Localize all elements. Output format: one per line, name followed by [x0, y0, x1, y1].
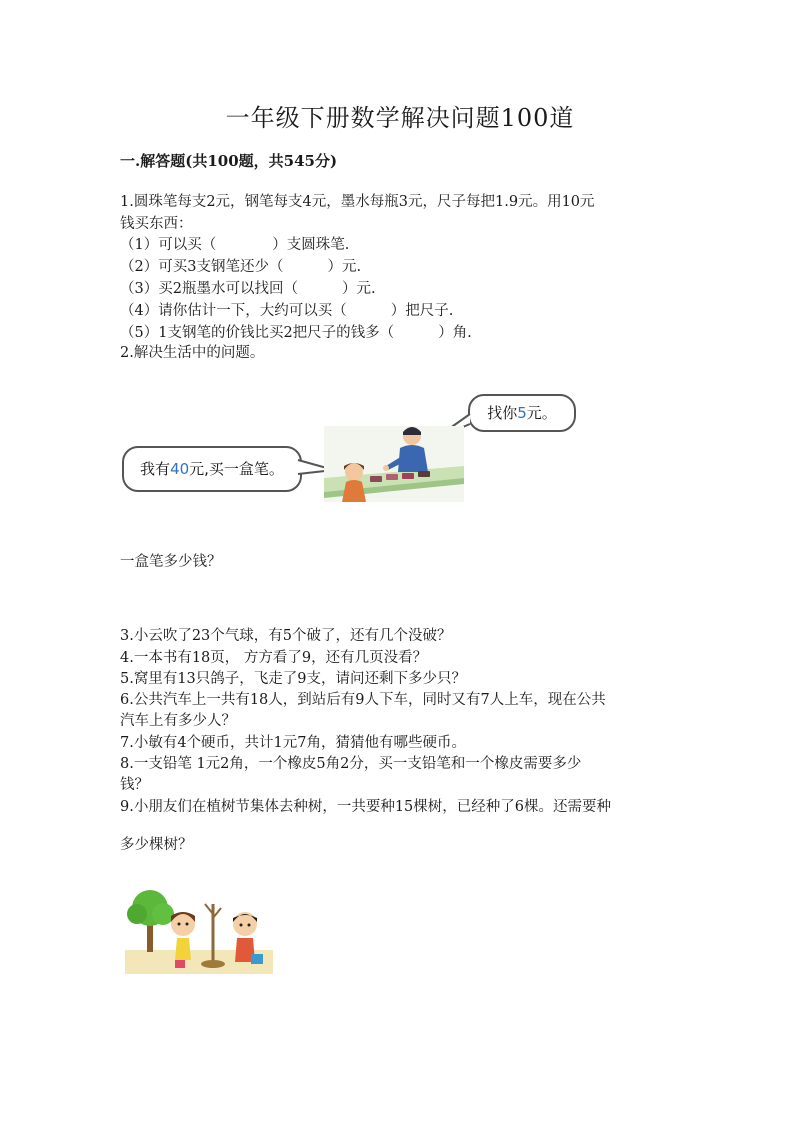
question-1-line-1: 1.圆珠笔每支2元，钢笔每支4元，墨水每瓶3元，尺子每把1.9元。用10元 — [120, 194, 595, 210]
question-1-sub-2 — [120, 255, 361, 276]
tree-trunk — [147, 922, 153, 952]
speech-bubble-right — [468, 394, 576, 432]
bubble-text: 找你 — [487, 404, 518, 422]
question-7: 7.小敏有4个硬币，共计1元7角，猜猜他有哪些硬币。 — [120, 735, 467, 751]
text: （1）可以买（ — [120, 237, 217, 253]
question-8-line-2: 钱？ — [120, 777, 149, 793]
eye — [240, 924, 243, 927]
shop-counter-illustration — [324, 426, 464, 502]
question-1-sub-4 — [120, 299, 453, 320]
question-1-sub-5 — [120, 321, 472, 342]
pencil-box-icon — [402, 473, 414, 479]
pencil-box-icon — [418, 471, 430, 477]
question-6-line-2: 汽车上有多少人？ — [120, 713, 236, 729]
tree-crown — [127, 904, 147, 924]
bubble-number: 40 — [170, 460, 190, 478]
bucket-icon — [175, 960, 185, 968]
text: ）把尺子. — [390, 303, 454, 319]
boy-head — [233, 912, 257, 936]
section-heading: 一.解答题(共100题，共545分) — [120, 152, 338, 170]
question-1-sub-3 — [120, 277, 376, 298]
question-5: 5.窝里有13只鸽子，飞走了9支，请问还剩下多少只？ — [120, 671, 467, 687]
text: ）支圆珠笔. — [272, 237, 350, 253]
text: ）元. — [327, 259, 362, 275]
bubble-text: 我有 — [140, 460, 171, 478]
bubble-text: 元,买一盒笔。 — [189, 460, 284, 478]
text: ）元. — [341, 281, 376, 297]
text: （3）买2瓶墨水可以找回（ — [120, 281, 298, 297]
question-1-sub-1 — [120, 233, 349, 254]
text: （5）1支钢笔的价钱比买2把尺子的钱多（ — [120, 325, 395, 341]
bubble-text: 元。 — [526, 404, 557, 422]
question-9-line-1: 9.小朋友们在植树节集体去种树，一共要种15棵树，已经种了6棵。还需要种 — [120, 799, 612, 815]
tree-planting-illustration — [125, 884, 273, 974]
question-6-line-1: 6.公共汽车上一共有18人，到站后有9人下车，同时又有7人上车，现在公共 — [120, 692, 606, 708]
page-title: 一年级下册数学解决问题100道 — [225, 104, 575, 132]
text: ）角. — [438, 325, 472, 341]
eye — [248, 924, 251, 927]
eye — [186, 923, 189, 926]
question-8-line-1: 8.一支铅笔 1元2角，一个橡皮5角2分，买一支铅笔和一个橡皮需要多少 — [120, 756, 582, 772]
question-4: 4.一本书有18页， 方方看了9，还有几页没看？ — [120, 650, 428, 666]
bubble-number: 5 — [517, 404, 527, 422]
question-2: 2.解决生活中的问题。 — [120, 345, 265, 361]
text: （4）请你估计一下，大约可以买（ — [120, 303, 347, 319]
soil-mound — [201, 960, 225, 968]
eye — [178, 923, 181, 926]
question-2-ask: 一盒笔多少钱？ — [120, 554, 222, 570]
girl-body — [175, 938, 191, 960]
text: （2）可买3支钢笔还少（ — [120, 259, 284, 275]
speech-bubble-left — [122, 446, 302, 492]
shopkeeper-hand — [383, 465, 389, 471]
tree-crown — [152, 903, 174, 925]
question-9-line-2: 多少棵树？ — [120, 837, 193, 853]
question-1-line-2: 钱买东西： — [120, 216, 193, 232]
pencil-box-icon — [386, 474, 398, 480]
bucket-icon — [251, 954, 263, 964]
pencil-box-icon — [370, 476, 382, 482]
question-3: 3.小云吹了23个气球，有5个破了，还有几个没破？ — [120, 628, 452, 644]
